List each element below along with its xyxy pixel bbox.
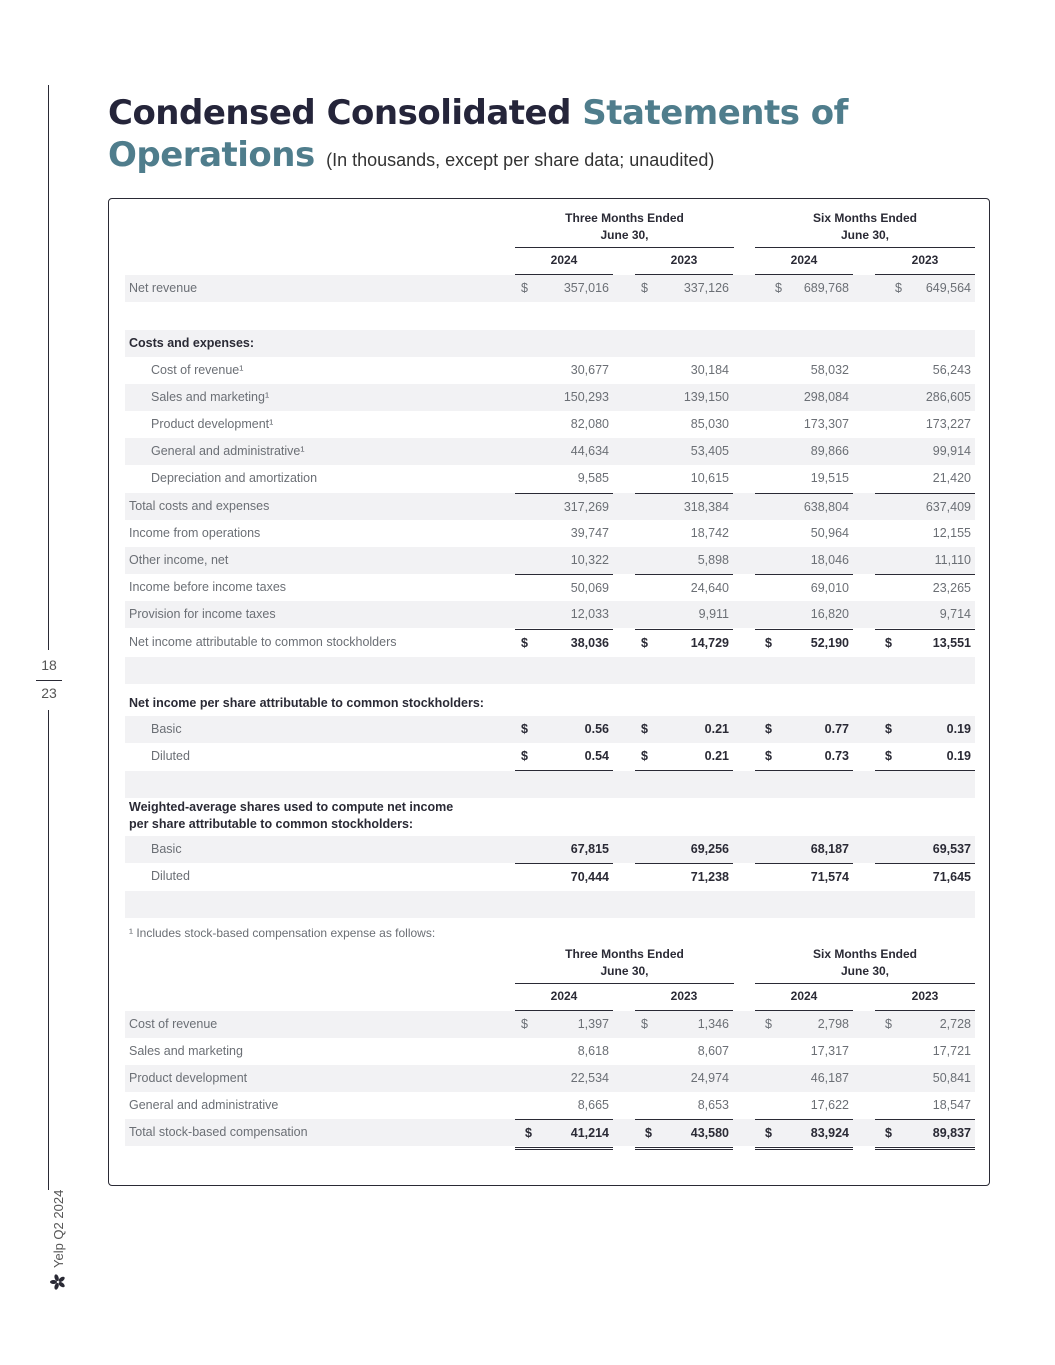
cell: 11,110 — [934, 553, 971, 567]
cell: $ 41,214 — [515, 1119, 613, 1150]
row-label: Sales and marketing¹ — [151, 390, 270, 404]
cell: $ 14,729 — [635, 629, 733, 660]
row-label: Net revenue — [129, 281, 198, 295]
cell: $ 0.54 — [515, 743, 613, 771]
table-row — [125, 1011, 975, 1038]
cell: 18,547 — [932, 1098, 971, 1112]
cell: 46,187 — [810, 1071, 849, 1085]
table-row — [125, 836, 975, 863]
section-header-row — [125, 690, 975, 717]
table-row — [125, 1065, 975, 1092]
row-label: Cost of revenue¹ — [151, 363, 244, 377]
cell: 8,653 — [697, 1098, 729, 1112]
row-label: Other income, net — [129, 553, 229, 567]
footnote: ¹ Includes stock-based compensation expense as follows: — [129, 926, 436, 940]
header-rule — [515, 247, 734, 248]
cell: 298,084 — [803, 390, 849, 404]
cell: 71,238 — [635, 863, 733, 892]
table-row — [125, 1038, 975, 1065]
cell: 139,150 — [683, 390, 729, 404]
header-rule — [755, 247, 975, 248]
header-year: 2023 — [670, 989, 698, 1003]
row-label: Basic — [151, 842, 182, 856]
cell: 69,256 — [690, 842, 729, 856]
table-row — [125, 863, 975, 890]
cell: 318,384 — [635, 493, 733, 521]
cell: 17,622 — [810, 1098, 849, 1112]
cell: 17,317 — [810, 1044, 849, 1058]
row-label: Income before income taxes — [129, 580, 287, 594]
cell: $ 0.21 — [641, 722, 729, 736]
table-row — [125, 574, 975, 601]
cell: $ 0.19 — [875, 743, 975, 771]
cell: 89,866 — [810, 444, 849, 458]
table-row — [125, 411, 975, 438]
yelp-burst-icon — [50, 1274, 66, 1290]
cell: $ 2,798 — [765, 1017, 849, 1031]
cell: 67,815 — [570, 842, 609, 856]
table-row — [125, 357, 975, 384]
header-year: 2024 — [790, 253, 818, 267]
section-header: Weighted-average shares used to compute net income per share attributable to common stockholders: — [129, 800, 454, 831]
cell: 50,841 — [932, 1071, 971, 1085]
table-row — [125, 1119, 975, 1146]
cell: 286,605 — [925, 390, 971, 404]
cell: 24,974 — [690, 1071, 729, 1085]
cell: 16,820 — [810, 607, 849, 621]
header-year: 2024 — [790, 989, 818, 1003]
cell: 53,405 — [690, 444, 729, 458]
section-header-row — [125, 330, 975, 357]
table-row — [125, 547, 975, 574]
table-row — [125, 629, 975, 656]
cell: 71,645 — [875, 863, 975, 892]
cell: 9,714 — [939, 607, 971, 621]
cell: 39,747 — [570, 526, 609, 540]
row-label: Sales and marketing — [129, 1044, 243, 1058]
row-label: Total costs and expenses — [129, 499, 270, 513]
cell: 68,187 — [810, 842, 849, 856]
cell: 12,155 — [932, 526, 971, 540]
title-subtitle: (In thousands, except per share data; unaudited) — [326, 150, 715, 170]
header-year: 2023 — [911, 253, 939, 267]
cell: 69,010 — [755, 574, 853, 602]
cell: 10,615 — [690, 471, 729, 485]
cell: 99,914 — [932, 444, 971, 458]
brand-text: Yelp Q2 2024 — [50, 1189, 66, 1268]
header-rule — [755, 983, 975, 984]
header-three-months: Three Months Ended June 30, — [565, 947, 684, 978]
section-header: Net income per share attributable to common stockholders: — [129, 696, 484, 710]
cell: 9,585 — [577, 471, 609, 485]
cell: $ 13,551 — [875, 629, 975, 660]
cell: $ 2,728 — [885, 1017, 971, 1031]
cell: 23,265 — [875, 574, 975, 602]
cell: 173,227 — [925, 417, 971, 431]
page-divider — [36, 680, 62, 681]
header-year: 2023 — [670, 253, 698, 267]
cell: 8,618 — [577, 1044, 609, 1058]
cell: 56,243 — [932, 363, 971, 377]
row-label: Provision for income taxes — [129, 607, 276, 621]
row-label: Net income attributable to common stockholders — [129, 635, 397, 649]
spacer-row — [125, 891, 975, 918]
cell: $ 43,580 — [635, 1119, 733, 1150]
cell: 50,964 — [810, 526, 849, 540]
cell: 637,409 — [875, 493, 975, 521]
cell: 82,080 — [570, 417, 609, 431]
cell: 50,069 — [515, 574, 613, 602]
table-row — [125, 1092, 975, 1119]
title-part-1: Condensed Consolidated — [108, 93, 583, 133]
cell: 317,269 — [515, 493, 613, 521]
cell: 58,032 — [810, 363, 849, 377]
row-label: Total stock-based compensation — [129, 1125, 308, 1139]
cell: 24,640 — [635, 574, 733, 602]
row-label: Cost of revenue — [129, 1017, 218, 1031]
cell: 5,898 — [697, 553, 729, 567]
table-row — [125, 601, 975, 628]
header-three-months: Three Months Ended June 30, — [565, 211, 684, 242]
cell: 150,293 — [563, 390, 609, 404]
row-label: Product development — [129, 1071, 248, 1085]
header-year: 2024 — [550, 989, 578, 1003]
cell: 18,742 — [690, 526, 729, 540]
cell: 9,911 — [698, 607, 729, 621]
row-label: General and administrative¹ — [151, 444, 305, 458]
cell: 21,420 — [932, 471, 971, 485]
cell: $ 0.21 — [635, 743, 733, 771]
row-label: Product development¹ — [151, 417, 274, 431]
cell: $ 689,768 — [775, 281, 849, 295]
table-row — [125, 438, 975, 465]
header-year: 2024 — [550, 253, 578, 267]
table-row — [125, 275, 975, 302]
cell: 173,307 — [803, 417, 849, 431]
cell: 12,033 — [570, 607, 609, 621]
cell: 69,537 — [932, 842, 971, 856]
cell: $ 83,924 — [755, 1119, 853, 1150]
brand-label — [50, 1190, 66, 1290]
header-rule — [515, 983, 734, 984]
cell: $ 52,190 — [755, 629, 853, 660]
row-label: General and administrative — [129, 1098, 279, 1112]
table-row — [125, 743, 975, 770]
header-year: 2023 — [911, 989, 939, 1003]
cell: 70,444 — [515, 863, 613, 892]
header-six-months: Six Months Ended June 30, — [812, 211, 917, 242]
spacer-row — [125, 771, 975, 798]
table-row — [125, 465, 975, 492]
cell: $ 1,346 — [641, 1017, 729, 1031]
cell: 8,665 — [577, 1098, 609, 1112]
header-six-months: Six Months Ended June 30, — [812, 947, 917, 978]
row-label: Diluted — [151, 869, 190, 883]
row-label: Basic — [151, 722, 182, 736]
page-total: 23 — [41, 685, 57, 701]
cell: $ 337,126 — [641, 281, 729, 295]
rail-line-bottom — [48, 710, 49, 1190]
rail-line-top — [48, 85, 49, 650]
spacer-row — [125, 302, 975, 329]
cell: $ 0.73 — [755, 743, 853, 771]
cell: $ 1,397 — [521, 1017, 609, 1031]
cell: 17,721 — [932, 1044, 971, 1058]
section-header: Costs and expenses: — [129, 336, 255, 350]
title-part-2: Statements of Operations — [108, 93, 848, 175]
cell: 44,634 — [570, 444, 609, 458]
cell: $ 649,564 — [895, 281, 971, 295]
cell: 19,515 — [810, 471, 849, 485]
cell: 18,046 — [810, 553, 849, 567]
cell: 22,534 — [570, 1071, 609, 1085]
cell: 71,574 — [755, 863, 853, 892]
cell: 638,804 — [755, 493, 853, 521]
cell: $ 89,837 — [875, 1119, 975, 1150]
cell: 85,030 — [690, 417, 729, 431]
table-row — [125, 716, 975, 743]
row-label: Depreciation and amortization — [151, 471, 318, 485]
page-current: 18 — [41, 657, 57, 673]
table-row — [125, 384, 975, 411]
cell: 30,677 — [570, 363, 609, 377]
cell: $ 357,016 — [521, 281, 609, 295]
cell: 10,322 — [570, 553, 609, 567]
row-label: Income from operations — [129, 526, 261, 540]
page-title — [108, 92, 988, 181]
cell: $ 0.56 — [521, 722, 609, 736]
table-row — [125, 493, 975, 520]
cell: 8,607 — [697, 1044, 729, 1058]
cell: $ 0.77 — [765, 722, 849, 736]
cell: $ 0.19 — [885, 722, 971, 736]
cell: $ 38,036 — [515, 629, 613, 660]
spacer-row — [125, 657, 975, 684]
cell: 30,184 — [690, 363, 729, 377]
row-label: Diluted — [151, 749, 190, 763]
table-row — [125, 520, 975, 547]
